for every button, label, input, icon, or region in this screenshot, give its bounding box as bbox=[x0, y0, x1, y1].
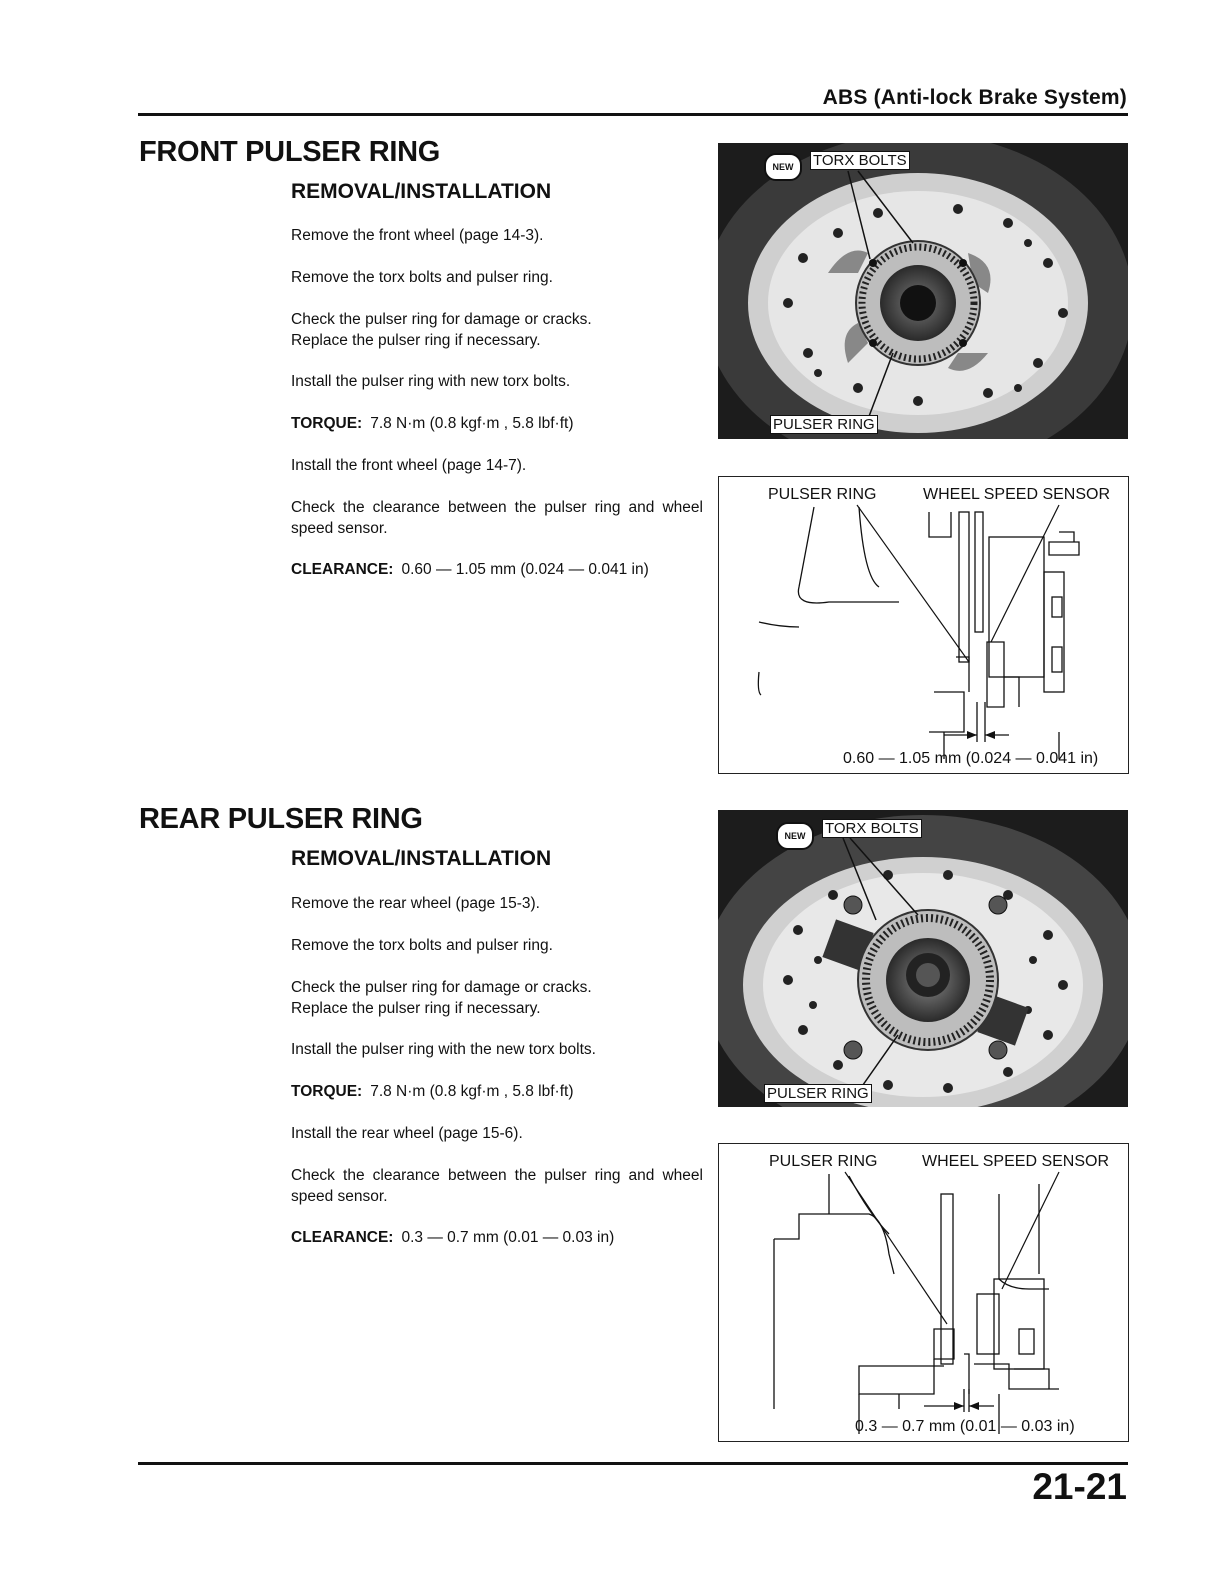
rear-clearance-diagram bbox=[718, 1143, 1129, 1442]
front-torque-label: TORQUE: bbox=[291, 415, 363, 432]
front-torque-value: 7.8 N·m (0.8 kgf·m , 5.8 lbf·ft) bbox=[370, 415, 574, 432]
front-step-3: Check the pulser ring for damage or cracks. Replace the pulser ring if necessary. bbox=[291, 311, 592, 349]
front-diagram-sensor-label: WHEEL SPEED SENSOR bbox=[923, 486, 1111, 503]
front-clearance-diagram bbox=[718, 476, 1129, 774]
new-parts-icon: NEW bbox=[764, 153, 802, 181]
rear-step-2: Remove the torx bolts and pulser ring. bbox=[291, 937, 553, 954]
rear-step-1: Remove the rear wheel (page 15-3). bbox=[291, 895, 540, 912]
front-torque-spec bbox=[291, 413, 703, 434]
front-clearance-label: CLEARANCE: bbox=[291, 561, 394, 578]
header-rule bbox=[138, 113, 1128, 116]
front-photo-pulser-ring-label: PULSER RING bbox=[770, 415, 878, 434]
rear-wheel-photo bbox=[718, 810, 1128, 1107]
rear-clearance-label: CLEARANCE: bbox=[291, 1229, 394, 1246]
rear-step-4: Install the pulser ring with the new torx bolts. bbox=[291, 1041, 596, 1058]
front-photo-torx-bolts-label: TORX BOLTS bbox=[810, 151, 910, 170]
front-diagram-gap-label: 0.60 — 1.05 mm (0.024 — 0.041 in) bbox=[843, 750, 1099, 767]
rear-photo-pulser-ring-label: PULSER RING bbox=[764, 1084, 872, 1103]
front-wheel-photo bbox=[718, 143, 1128, 439]
rear-diagram-gap-label: 0.3 — 0.7 mm (0.01 — 0.03 in) bbox=[855, 1418, 1075, 1435]
front-subtitle: REMOVAL/INSTALLATION bbox=[291, 180, 552, 203]
page-number: 21-21 bbox=[1032, 1466, 1127, 1507]
rear-step-6: Check the clearance between the pulser ring and wheel speed sensor. bbox=[291, 1167, 703, 1205]
rear-photo-torx-bolts-label: TORX BOLTS bbox=[822, 819, 922, 838]
footer-rule bbox=[138, 1462, 1128, 1465]
rear-clearance-value: 0.3 — 0.7 mm (0.01 — 0.03 in) bbox=[401, 1229, 615, 1246]
rear-torque-label: TORQUE: bbox=[291, 1083, 363, 1100]
front-clearance-spec bbox=[291, 559, 703, 580]
rear-torque-value: 7.8 N·m (0.8 kgf·m , 5.8 lbf·ft) bbox=[370, 1083, 574, 1100]
front-clearance-value: 0.60 — 1.05 mm (0.024 — 0.041 in) bbox=[401, 561, 649, 578]
front-step-5: Install the front wheel (page 14-7). bbox=[291, 457, 527, 474]
front-step-1: Remove the front wheel (page 14-3). bbox=[291, 227, 544, 244]
front-step-4: Install the pulser ring with new torx bolts. bbox=[291, 373, 571, 390]
rear-clearance-spec bbox=[291, 1227, 703, 1248]
rear-torque-spec bbox=[291, 1081, 703, 1102]
front-diagram-pulser-ring-label: PULSER RING bbox=[768, 486, 877, 503]
rear-diagram-pulser-ring-label: PULSER RING bbox=[769, 1153, 878, 1170]
front-section-title: FRONT PULSER RING bbox=[139, 136, 441, 168]
rear-diagram-sensor-label: WHEEL SPEED SENSOR bbox=[922, 1153, 1110, 1170]
rear-step-5: Install the rear wheel (page 15-6). bbox=[291, 1125, 523, 1142]
front-step-2: Remove the torx bolts and pulser ring. bbox=[291, 269, 553, 286]
rear-section-title: REAR PULSER RING bbox=[139, 803, 423, 835]
rear-subtitle: REMOVAL/INSTALLATION bbox=[291, 847, 552, 870]
front-step-6: Check the clearance between the pulser ring and wheel speed sensor. bbox=[291, 499, 703, 537]
rear-step-3: Check the pulser ring for damage or cracks. Replace the pulser ring if necessary. bbox=[291, 979, 592, 1017]
new-parts-icon: NEW bbox=[776, 822, 814, 850]
running-header: ABS (Anti-lock Brake System) bbox=[822, 86, 1127, 109]
